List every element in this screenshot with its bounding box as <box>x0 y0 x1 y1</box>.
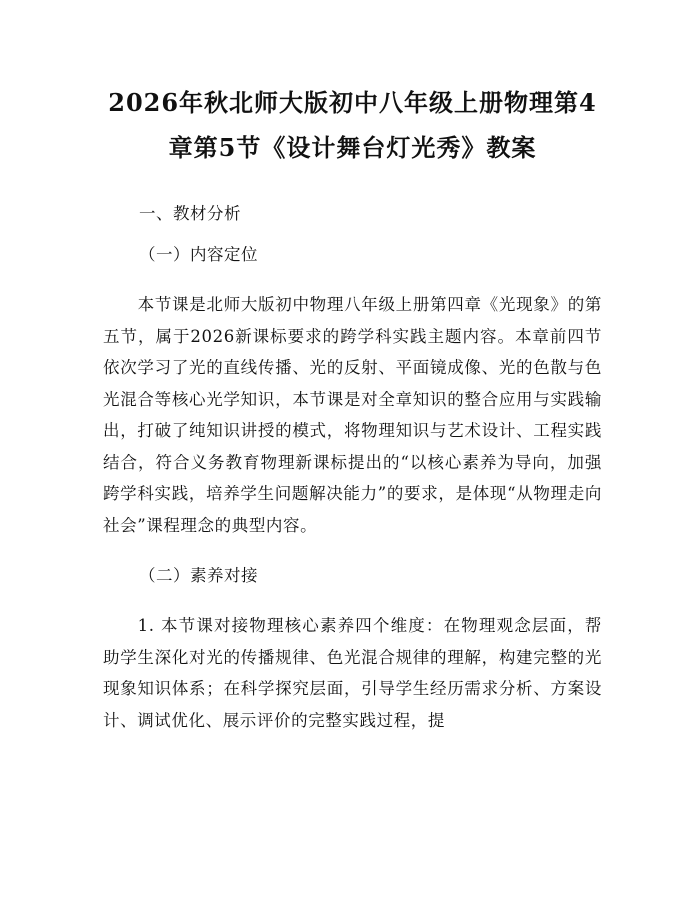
title-line-1: 2026年秋北师大版初中八年级上册物理第4 <box>108 88 597 117</box>
section-heading-textbook-analysis: 一、教材分析 <box>139 204 241 223</box>
subheading-content-positioning: （一）内容定位 <box>139 245 258 264</box>
document-title <box>103 0 602 170</box>
title-line-2: 章第5节《设计舞台灯光秀》教案 <box>168 133 537 162</box>
paragraph-literacy-alignment: 1. 本节课对接物理核心素养四个维度：在物理观念层面，帮助学生深化对光的传播规律、色光混合规律的理解，构建完整的光现象知识体系；在科学探究层面，引导学生经历需求分析、方案设计、调试优化、展示评价的完整实践过程，提 <box>103 616 602 730</box>
subheading-literacy-alignment: （二）素养对接 <box>139 566 258 585</box>
paragraph-content-positioning: 本节课是北师大版初中物理八年级上册第四章《光现象》的第五节，属于2026新课标要求的跨学科实践主题内容。本章前四节依次学习了光的直线传播、光的反射、平面镜成像、光的色散与色光混合等核心光学知识，本节课是对全章知识的整合应用与实践输出，打破了纯知识讲授的模式，将物理知识与艺术设计、工程实践结合，符合义务教育物理新课标提出的“以核心素养为导向，加强跨学科实践，培养学生问题解决能力”的要求，是体现“从物理走向社会”课程理念的典型内容。 <box>103 295 602 535</box>
